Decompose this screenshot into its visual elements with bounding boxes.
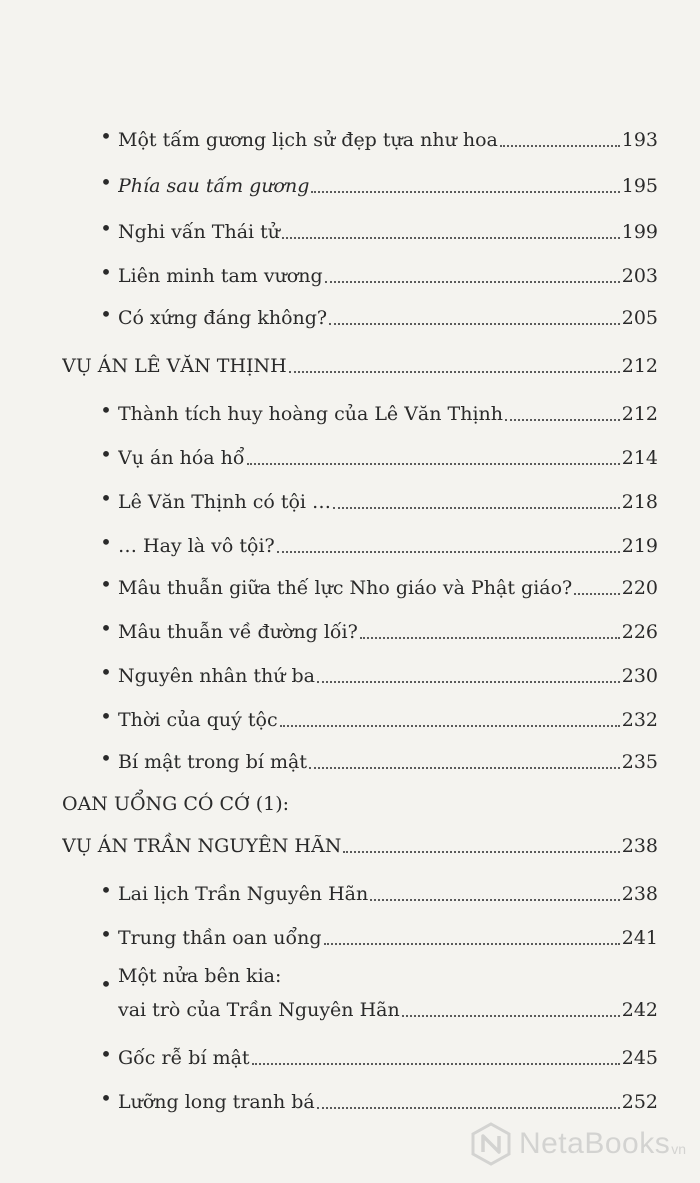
- toc-item[interactable]: [0, 652, 700, 688]
- bullet-icon: •: [100, 660, 112, 684]
- toc-item[interactable]: [0, 564, 700, 600]
- toc-item-title: Nguyên nhân thứ ba: [118, 665, 315, 687]
- dot-leader: [574, 593, 620, 595]
- toc-entry: [62, 822, 658, 858]
- toc-item-title: Lê Văn Thịnh có tội …: [118, 491, 332, 513]
- toc-item-page: 220: [621, 577, 658, 599]
- toc-item[interactable]: [0, 696, 700, 732]
- toc-item-title: Trung thần oan uổng: [118, 927, 322, 949]
- bullet-icon: •: [100, 124, 112, 148]
- toc-section-heading[interactable]: [0, 822, 700, 858]
- toc-item-title: Một tấm gương lịch sử đẹp tựa như hoa: [118, 129, 498, 151]
- toc-entry: [118, 696, 658, 732]
- toc-entry: [118, 738, 658, 774]
- bullet-icon: •: [100, 704, 112, 728]
- bullet-icon: •: [100, 616, 112, 640]
- toc-item-page: 205: [621, 307, 658, 329]
- toc-item-page: 226: [621, 621, 658, 643]
- dot-leader: [324, 943, 620, 945]
- dot-leader: [311, 191, 619, 193]
- bullet-icon: •: [100, 878, 112, 902]
- watermark-brand: NetaBooks: [518, 1127, 671, 1160]
- toc-item-title: Liên minh tam vương: [118, 265, 323, 287]
- toc-item[interactable]: [0, 608, 700, 644]
- toc-item-page: 252: [621, 1091, 658, 1113]
- toc-entry: [118, 1078, 658, 1114]
- toc-entry: [118, 870, 658, 906]
- toc-item-page: 230: [621, 665, 658, 687]
- toc-entry: [118, 390, 658, 426]
- toc-entry: [118, 564, 658, 600]
- bullet-icon: •: [100, 1086, 112, 1110]
- toc-item[interactable]: [0, 870, 700, 906]
- dot-leader: [317, 681, 620, 683]
- dot-leader: [247, 463, 620, 465]
- toc-item[interactable]: [0, 478, 700, 514]
- bullet-icon: •: [100, 972, 112, 996]
- dot-leader: [402, 1015, 620, 1017]
- toc-item-title: Có xứng đáng không?: [118, 307, 328, 329]
- toc-item-page: 195: [621, 175, 658, 197]
- toc-item[interactable]: [0, 1034, 700, 1070]
- toc-item-page: 245: [621, 1047, 658, 1069]
- bullet-icon: •: [100, 216, 112, 240]
- toc-item-title: Mâu thuẫn về đường lối?: [118, 621, 358, 643]
- dot-leader: [329, 323, 620, 325]
- toc-entry: [118, 652, 658, 688]
- toc-item[interactable]: [0, 294, 700, 330]
- toc-item-title: Phía sau tấm gương: [118, 175, 310, 197]
- dot-leader: [282, 237, 620, 239]
- bullet-icon: •: [100, 170, 112, 194]
- section-page: 212: [621, 355, 658, 377]
- dot-leader: [360, 637, 620, 639]
- toc-item-title: Gốc rễ bí mật: [118, 1047, 250, 1069]
- toc-item-title: Thời của quý tộc: [118, 709, 278, 731]
- watermark: [469, 1115, 686, 1173]
- section-title: VỤ ÁN LÊ VĂN THỊNH: [62, 355, 287, 377]
- toc-entry: [118, 914, 658, 950]
- bullet-icon: •: [100, 922, 112, 946]
- n-logo-icon: [469, 1122, 513, 1166]
- toc-item[interactable]: [0, 434, 700, 470]
- toc-item[interactable]: [0, 162, 700, 198]
- toc-item-title: Nghi vấn Thái tử: [118, 221, 281, 243]
- dot-leader: [343, 851, 619, 853]
- bullet-icon: •: [100, 260, 112, 284]
- dot-leader: [252, 1063, 620, 1065]
- toc-item-page: 238: [621, 883, 658, 905]
- section-page: 238: [621, 835, 658, 857]
- bullet-icon: •: [100, 746, 112, 770]
- toc-item[interactable]: [0, 208, 700, 244]
- toc-item-page: 199: [621, 221, 658, 243]
- toc-item[interactable]: [0, 914, 700, 950]
- toc-item-page: 219: [621, 535, 658, 557]
- bullet-icon: •: [100, 486, 112, 510]
- bullet-icon: •: [100, 530, 112, 554]
- dot-leader: [500, 145, 620, 147]
- toc-item-title: Thành tích huy hoàng của Lê Văn Thịnh: [118, 403, 504, 425]
- bullet-icon: •: [100, 398, 112, 422]
- bullet-icon: •: [100, 302, 112, 326]
- toc-item-page: 214: [621, 447, 658, 469]
- toc-entry: [118, 434, 658, 470]
- toc-entry: [118, 608, 658, 644]
- toc-entry: [118, 1034, 658, 1070]
- toc-item-page: 212: [621, 403, 658, 425]
- bullet-icon: •: [100, 1042, 112, 1066]
- toc-item-page: 241: [621, 927, 658, 949]
- toc-entry: [118, 116, 658, 152]
- toc-item-title-line1: Một nửa bên kia:: [118, 965, 282, 987]
- toc-item-title: vai trò của Trần Nguyên Hãn: [118, 999, 400, 1021]
- watermark-suffix: vn: [671, 1141, 686, 1157]
- toc-item-page: 203: [621, 265, 658, 287]
- dot-leader: [289, 371, 620, 373]
- toc-item[interactable]: [0, 252, 700, 288]
- dot-leader: [280, 725, 620, 727]
- toc-item-title: Vụ án hóa hổ: [118, 447, 245, 469]
- toc-entry: [118, 986, 658, 1022]
- toc-entry: [118, 208, 658, 244]
- dot-leader: [325, 281, 620, 283]
- toc-item-page: 235: [621, 751, 658, 773]
- toc-item-title: … Hay là vô tội?: [118, 535, 275, 557]
- toc-entry: [118, 478, 658, 514]
- toc-item-page: 193: [621, 129, 658, 151]
- section-title-line1: OAN UỔNG CÓ CỚ (1):: [62, 793, 290, 815]
- toc-entry: [118, 522, 658, 558]
- toc-item[interactable]: [0, 1078, 700, 1114]
- toc-entry: [118, 162, 658, 198]
- toc-item-page: 232: [621, 709, 658, 731]
- dot-leader: [317, 1107, 620, 1109]
- toc-item-title: Lưỡng long tranh bá: [118, 1091, 315, 1113]
- bullet-icon: •: [100, 442, 112, 466]
- dot-leader: [370, 899, 620, 901]
- toc-item-page: 218: [621, 491, 658, 513]
- toc-item-page: 242: [621, 999, 658, 1021]
- toc-item[interactable]: [0, 390, 700, 426]
- toc-item-title: Lai lịch Trần Nguyên Hãn: [118, 883, 369, 905]
- toc-item-title: Mâu thuẫn giữa thế lực Nho giáo và Phật giáo?: [118, 577, 573, 599]
- dot-leader: [277, 551, 620, 553]
- dot-leader: [309, 767, 620, 769]
- toc-item-title: Bí mật trong bí mật: [118, 751, 307, 773]
- bullet-icon: •: [100, 572, 112, 596]
- toc-item[interactable]: [0, 522, 700, 558]
- section-title: VỤ ÁN TRẦN NGUYÊN HÃN: [62, 835, 342, 857]
- toc-section-heading[interactable]: [0, 342, 700, 378]
- toc-entry: [118, 294, 658, 330]
- dot-leader: [333, 507, 620, 509]
- toc-item[interactable]: [0, 116, 700, 152]
- toc-entry: [118, 252, 658, 288]
- toc-item[interactable]: [0, 738, 700, 774]
- toc-entry: [62, 342, 658, 378]
- dot-leader: [505, 419, 620, 421]
